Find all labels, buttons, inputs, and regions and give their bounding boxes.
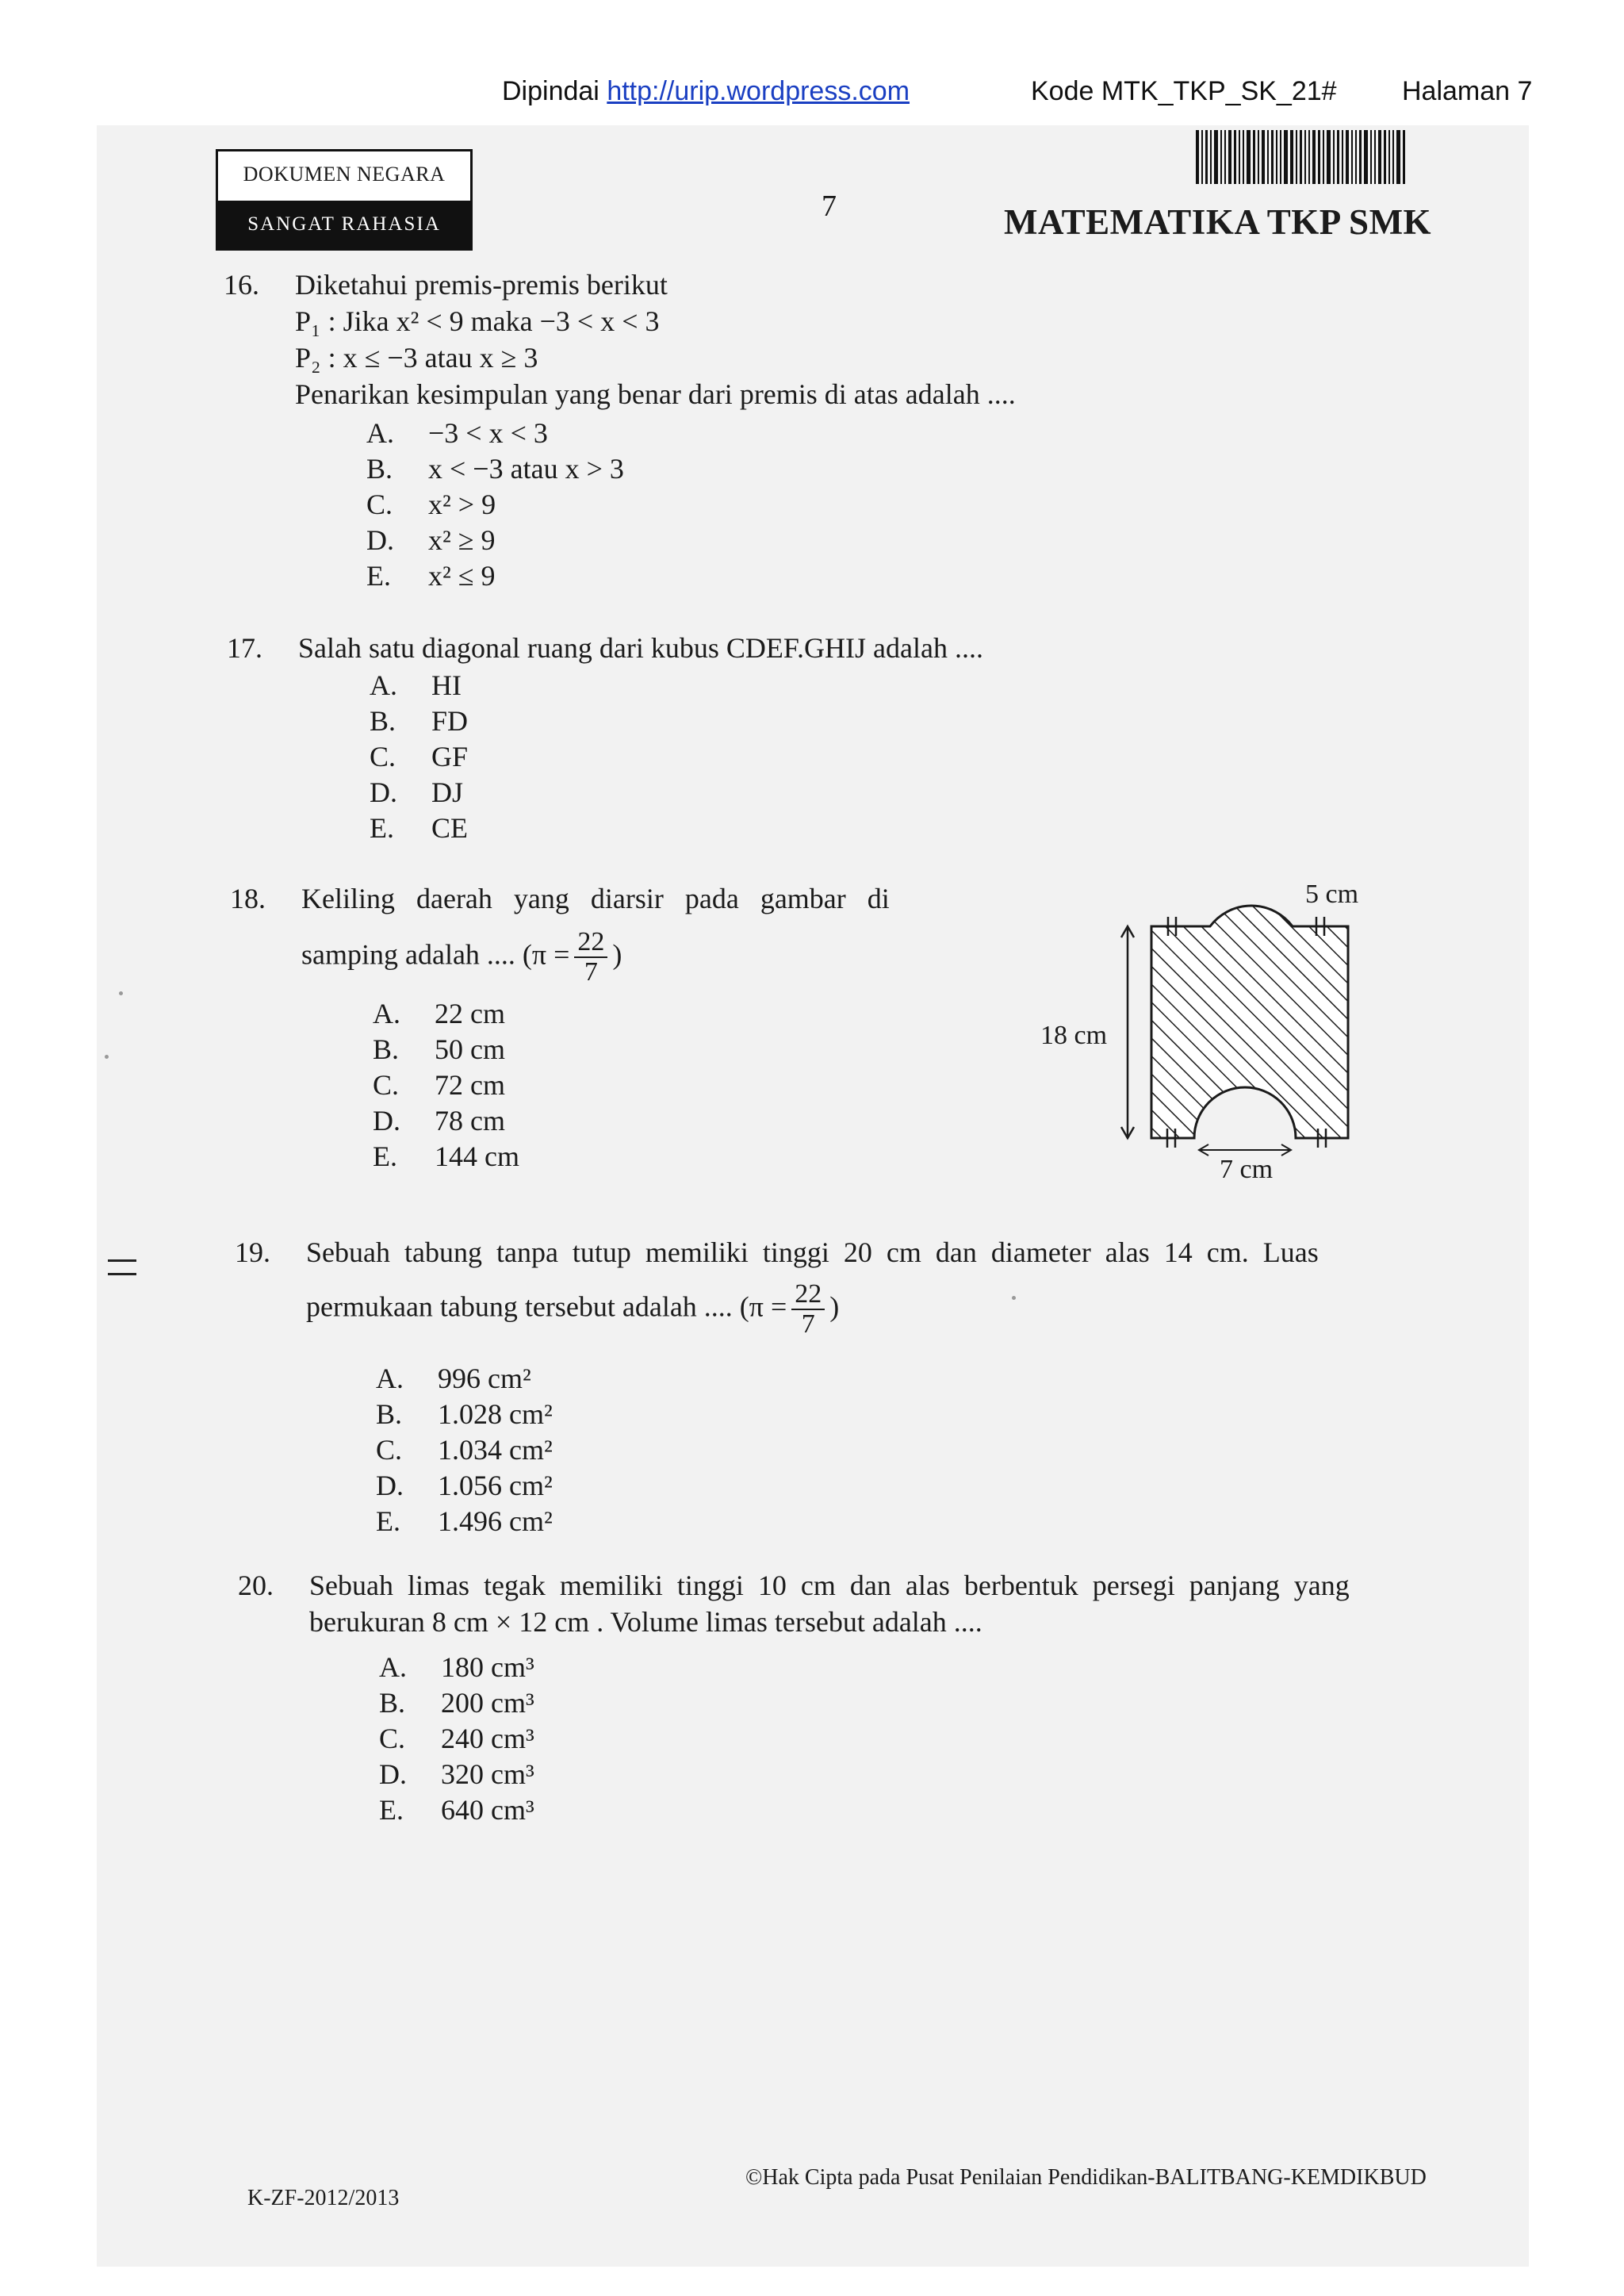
barcode-bar	[1243, 130, 1244, 184]
option-text: 320 cm³	[441, 1758, 534, 1790]
option-letter: C.	[373, 1069, 400, 1101]
option-text: x < −3 atau x > 3	[428, 453, 624, 485]
question-20	[238, 1567, 1459, 1640]
scan-credit-label: Dipindai	[502, 76, 599, 106]
option-16d	[366, 523, 496, 558]
option-text: 180 cm³	[441, 1651, 534, 1683]
option-letter: E.	[379, 1794, 404, 1826]
fraction-denominator: 7	[584, 957, 598, 987]
option-letter: A.	[370, 669, 397, 701]
option-18c	[373, 1068, 505, 1103]
barcode-bar	[1364, 130, 1368, 184]
question-number: 17.	[227, 632, 262, 664]
footer-code: K-ZF-2012/2013	[247, 2186, 400, 2210]
barcode-bar	[1258, 130, 1259, 184]
barcode-bar	[1378, 130, 1381, 184]
option-16e	[366, 558, 496, 594]
shaded-region-figure	[1031, 864, 1396, 1198]
option-19b	[376, 1397, 553, 1432]
scan-speck	[105, 1055, 109, 1059]
barcode-bar	[1224, 130, 1226, 184]
question-stem-line1: Sebuah tabung tanpa tutup memiliki tinggi 20 cm dan diameter alas 14 cm. Luas	[306, 1236, 1319, 1268]
option-text: 1.034 cm²	[438, 1434, 553, 1466]
barcode-bar	[1290, 130, 1293, 184]
option-letter: A.	[379, 1651, 407, 1683]
premise-2: P₂ : x ≤ −3 atau x ≥ 3	[295, 342, 538, 374]
fraction-numerator: 22	[574, 928, 607, 958]
option-letter: E.	[366, 560, 391, 592]
stem-text: permukaan tabung tersebut adalah .... (π =	[306, 1290, 787, 1323]
option-letter: C.	[366, 489, 393, 520]
option-letter: D.	[370, 776, 397, 808]
barcode-bar	[1276, 130, 1277, 184]
question-number: 18.	[230, 883, 266, 914]
stem-close: )	[612, 938, 622, 971]
option-20b	[379, 1685, 534, 1721]
question-stem-line1: Keliling daerah yang diarsir pada gambar di	[301, 883, 890, 914]
scan-speck	[1012, 1296, 1016, 1300]
barcode-bar	[1384, 130, 1386, 184]
question-number: 16.	[224, 269, 259, 301]
option-17c	[370, 739, 468, 775]
option-letter: C.	[379, 1723, 406, 1754]
option-letter: D.	[373, 1105, 400, 1137]
barcode-bar	[1220, 130, 1222, 184]
barcode-bar	[1318, 130, 1320, 184]
option-17d	[370, 775, 463, 811]
option-letter: A.	[376, 1363, 404, 1394]
option-text: x² > 9	[428, 489, 496, 520]
barcode-bar	[1247, 130, 1251, 184]
barcode-bar	[1388, 130, 1390, 184]
option-text: x² ≤ 9	[428, 560, 496, 592]
barcode-bar	[1327, 130, 1331, 184]
option-text: −3 < x < 3	[428, 417, 548, 449]
barcode-bar	[1312, 130, 1316, 184]
option-20d	[379, 1757, 534, 1792]
barcode-bar	[1351, 130, 1353, 184]
option-letter: D.	[379, 1758, 407, 1790]
page-title: MATEMATIKA TKP SMK	[1004, 202, 1432, 242]
option-17a	[370, 668, 462, 703]
option-letter: B.	[373, 1033, 400, 1065]
option-17b	[370, 703, 468, 739]
barcode-bar	[1323, 130, 1324, 184]
option-19a	[376, 1361, 531, 1397]
width-arrow	[1199, 1144, 1291, 1156]
option-text: GF	[431, 741, 469, 772]
option-text: 78 cm	[435, 1105, 505, 1137]
option-text: 22 cm	[435, 998, 505, 1029]
barcode-bar	[1308, 130, 1310, 184]
barcode-bar	[1333, 130, 1335, 184]
fraction-denominator: 7	[801, 1309, 815, 1339]
option-19e	[376, 1504, 553, 1539]
margin-mark	[108, 1259, 136, 1275]
option-letter: C.	[376, 1434, 403, 1466]
barcode-bar	[1253, 130, 1255, 184]
width-label: 7 cm	[1220, 1155, 1274, 1184]
option-letter: E.	[376, 1505, 400, 1537]
option-text: 50 cm	[435, 1033, 505, 1065]
option-text: x² ≥ 9	[428, 524, 496, 556]
option-16a	[366, 416, 548, 451]
option-text: 1.056 cm²	[438, 1470, 553, 1501]
barcode-bar	[1355, 130, 1357, 184]
option-20c	[379, 1721, 534, 1757]
option-text: 72 cm	[435, 1069, 505, 1101]
height-label: 18 cm	[1040, 1021, 1108, 1050]
height-arrow	[1121, 926, 1134, 1138]
barcode-bar	[1284, 130, 1288, 184]
option-20e	[379, 1792, 534, 1828]
option-text: HI	[431, 669, 462, 701]
barcode-bar	[1342, 130, 1343, 184]
barcode-bar	[1359, 130, 1362, 184]
option-text: 996 cm²	[438, 1363, 531, 1394]
barcode-bar	[1403, 130, 1405, 184]
scan-credit	[502, 76, 910, 107]
option-18a	[373, 996, 505, 1032]
option-letter: B.	[366, 453, 393, 485]
option-letter: B.	[370, 705, 396, 737]
barcode-bar	[1267, 130, 1269, 184]
option-letter: A.	[366, 417, 394, 449]
option-letter: B.	[376, 1398, 403, 1430]
option-text: 1.496 cm²	[438, 1505, 553, 1537]
barcode-bar	[1262, 130, 1265, 184]
barcode-bar	[1201, 130, 1203, 184]
option-18e	[373, 1139, 519, 1175]
barcode-bar	[1300, 130, 1302, 184]
barcode-image	[1196, 130, 1440, 184]
option-letter: A.	[373, 998, 400, 1029]
top-gap-label: 5 cm	[1305, 880, 1359, 909]
barcode-bar	[1346, 130, 1349, 184]
barcode-bar	[1228, 130, 1231, 184]
barcode-bar	[1370, 130, 1372, 184]
option-text: FD	[431, 705, 469, 737]
option-19d	[376, 1468, 553, 1504]
question-prompt: Penarikan kesimpulan yang benar dari premis di atas adalah ....	[295, 378, 1016, 410]
barcode-bar	[1239, 130, 1240, 184]
question-number: 20.	[238, 1570, 274, 1601]
barcode-bar	[1280, 130, 1281, 184]
footer-copyright: ©Hak Cipta pada Pusat Penilaian Pendidikan-BALITBANG-KEMDIKBUD	[745, 2165, 1427, 2190]
option-19c	[376, 1432, 553, 1468]
option-text: 240 cm³	[441, 1723, 534, 1754]
barcode-bar	[1234, 130, 1236, 184]
barcode-bar	[1374, 130, 1376, 184]
pi-fraction	[791, 1280, 825, 1339]
option-16b	[366, 451, 624, 487]
question-stem-line1: Sebuah limas tegak memiliki tinggi 10 cm dan alas berbentuk persegi panjang yang	[309, 1570, 1350, 1601]
option-text: 200 cm³	[441, 1687, 534, 1719]
pi-fraction	[574, 928, 607, 987]
question-19	[235, 1234, 1456, 1339]
classification-badge	[216, 149, 473, 251]
page-label: Halaman 7	[1402, 76, 1533, 106]
stem-text: samping adalah .... (π =	[301, 938, 570, 971]
option-letter: D.	[366, 524, 394, 556]
barcode-bar	[1304, 130, 1306, 184]
question-18	[230, 880, 959, 987]
option-letter: B.	[379, 1687, 406, 1719]
badge-line1: DOKUMEN NEGARA	[243, 163, 446, 186]
barcode-bar	[1392, 130, 1394, 184]
scan-credit-link[interactable]: http://urip.wordpress.com	[607, 76, 910, 106]
question-stem-line2	[301, 928, 959, 987]
question-stem-line2: berukuran 8 cm × 12 cm . Volume limas tersebut adalah ....	[309, 1606, 982, 1638]
barcode-bar	[1214, 130, 1218, 184]
option-18b	[373, 1032, 505, 1068]
barcode-bar	[1296, 130, 1297, 184]
barcode-bar	[1271, 130, 1274, 184]
option-letter: E.	[373, 1140, 397, 1172]
scan-speck	[119, 991, 123, 995]
question-16	[224, 266, 1167, 412]
option-letter: D.	[376, 1470, 404, 1501]
page-number: 7	[822, 190, 837, 223]
barcode-bar	[1196, 130, 1199, 184]
stem-close: )	[829, 1290, 840, 1323]
option-18d	[373, 1103, 505, 1139]
question-17	[227, 630, 1170, 666]
option-letter: E.	[370, 812, 394, 844]
option-text: 1.028 cm²	[438, 1398, 553, 1430]
fraction-numerator: 22	[791, 1280, 825, 1310]
shaded-shape	[1151, 906, 1348, 1138]
option-text: DJ	[431, 776, 464, 808]
question-stem-line2	[306, 1280, 1456, 1339]
badge-line2: SANGAT RAHASIA	[218, 201, 470, 248]
question-stem: Diketahui premis-premis berikut	[295, 269, 668, 301]
barcode-bar	[1396, 130, 1400, 184]
question-stem: Salah satu diagonal ruang dari kubus CDEF.GHIJ adalah ....	[298, 632, 983, 664]
doc-code: Kode MTK_TKP_SK_21#	[1031, 76, 1337, 106]
option-17e	[370, 811, 468, 846]
option-text: CE	[431, 812, 469, 844]
option-text: 144 cm	[435, 1140, 519, 1172]
barcode-bar	[1210, 130, 1212, 184]
question-number: 19.	[235, 1236, 270, 1268]
barcode-bar	[1205, 130, 1208, 184]
premise-1: P₁ : Jika x² < 9 maka −3 < x < 3	[295, 305, 660, 337]
option-letter: C.	[370, 741, 396, 772]
option-16c	[366, 487, 496, 523]
option-20a	[379, 1650, 534, 1685]
barcode-bar	[1337, 130, 1339, 184]
option-text: 640 cm³	[441, 1794, 534, 1826]
